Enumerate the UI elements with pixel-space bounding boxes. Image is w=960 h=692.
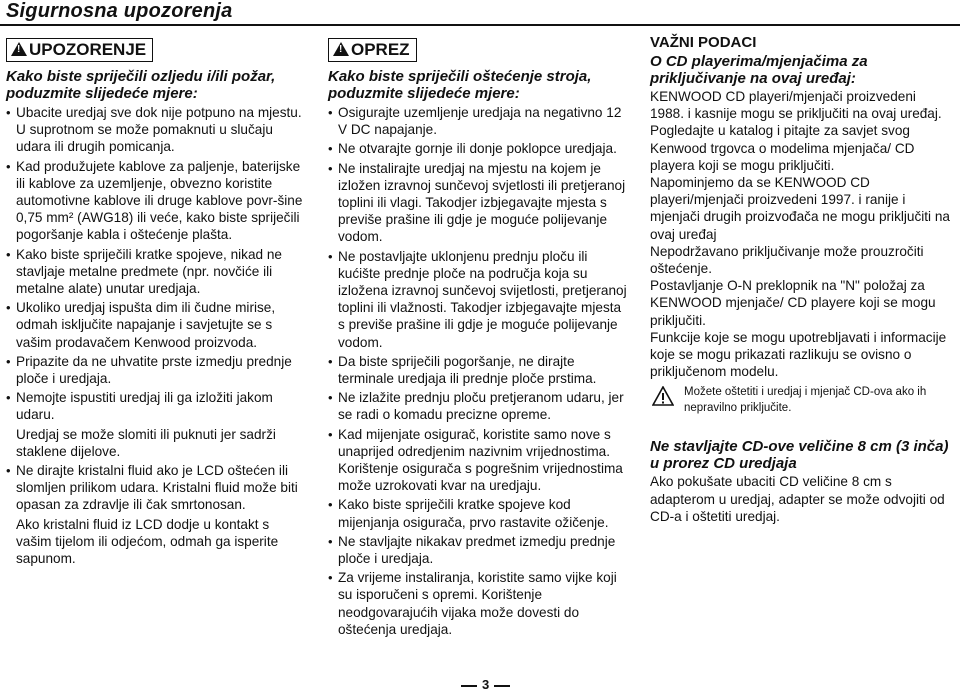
info-paragraph: Pogledajte u katalog i pitajte za savjet svog Kenwood trgovca o modelima mjenjača/ CD playera koji se mogu priključiti. — [650, 123, 915, 173]
info-paragraph: Nepodržavano priključivanje može prouzročiti oštećenje. — [650, 243, 924, 277]
list-item: • Ne otvarajte gornje ili donje poklopce uredjaja. — [328, 140, 628, 157]
list-item: • Kako biste spriječili kratke spojeve kod mijenjanja osigurača, prvo rastavite ožičenje. — [328, 496, 628, 530]
warning-triangle-icon: ! — [333, 42, 349, 56]
list-item: • Ukoliko uredjaj ispušta dim ili čudne mirise, odmah isključite napajanje i savjetujte se s vašim prodavačem Kenwood proizvoda. — [6, 299, 306, 351]
list-item: • Kad produžujete kablove za paljenje, baterijske ili kablove za uzemljenje, obvezno koristite automotivne kablove ili druge kablove povr-šine 0,75 mm² (AWG18) ili veće, kako biste spriječili pogoršanje kabla i oštećenje plašta. — [6, 158, 306, 244]
caution-note-text: Možete oštetiti i uredjaj i mjenjač CD-ova ako ih nepravilno priključite. — [684, 386, 927, 415]
info-paragraph: Ako pokušate ubaciti CD veličine 8 cm s adapterom u uredjaj, adapter se može odvojiti od CD-a i oštetiti uredjaj. — [650, 474, 945, 524]
list-item: • Ne postavljajte uklonjenu prednju ploču ili kućište prednje ploče na područja koja su izložena izravnoj sunčevoj svijetlosti, pretjeranoj toplini ili vlažnosti. Takodjer izbjegavajte mjesta s previše prašine ili gdje je moguće polijevanje vodom. — [328, 248, 628, 351]
warning-triangle-icon: ! — [11, 42, 27, 56]
list-item: • Kako biste spriječili kratke spojeve, nikad ne stavljaje metalne predmete (npr. novčiće ili metalne alate) unutar uredjaja. — [6, 246, 306, 298]
list-item: • Ne dirajte kristalni fluid ako je LCD oštećen ili slomljen prilikom udara. Kristalni fluid može biti opasan za zdravlje ili čak smrtonosan. — [6, 462, 306, 514]
list-item: • Ubacite uredjaj sve dok nije potpuno na mjestu. U suprotnom se može pomaknuti u slučaju udara ili drugih pomicanja. — [6, 104, 306, 156]
warning-list — [6, 104, 306, 424]
list-item: • Kad mijenjate osigurač, koristite samo nove s unaprijed odredjenim nazivnim vrijednostima. Korištenje osigurača s pogrešnim vrijednostima može uzrokovati kvar na uredjaju. — [328, 426, 628, 495]
list-item: • Ne stavljajte nikakav predmet izmedju prednje ploče i uredjaja. — [328, 533, 628, 567]
page-number-dash — [461, 685, 477, 687]
list-item: • Da biste spriječili pogoršanje, ne dirajte terminale uredjaja ili prednje ploče prstima. — [328, 353, 628, 387]
info-heading: VAŽNI PODACI — [650, 34, 757, 51]
list-item: • Pripazite da ne uhvatite prste izmedju prednje ploče i uredjaja. — [6, 353, 306, 387]
caution-heading-box — [328, 38, 417, 62]
warning-intro: Kako biste spriječili ozljedu i/ili požar, poduzmite slijedeće mjere: — [6, 68, 276, 102]
page-title: Sigurnosna upozorenja — [6, 0, 233, 22]
list-item: • Osigurajte uzemljenje uredjaja na negativno 12 V DC napajanje. — [328, 104, 628, 138]
caution-list — [328, 104, 628, 638]
page-number-dash — [494, 685, 510, 687]
page-number — [456, 677, 515, 692]
info-column — [650, 34, 950, 525]
info-paragraph: Postavljanje O-N preklopnik na "N" položaj za KENWOOD mjenjače/ CD playere koji se mogu priključiti. — [650, 278, 936, 328]
list-item: • Ne izlažite prednju ploču pretjeranom udaru, jer se radi o komadu precizne opreme. — [328, 389, 628, 423]
list-item: • Nemojte ispustiti uredjaj ili ga izložiti jakom udaru. — [6, 389, 306, 423]
list-item: • Za vrijeme instaliranja, koristite samo vijke koji su isporučeni s opremi. Korištenje neodgovarajućih vijaka može dovesti do oštećenja uredjaja. — [328, 569, 628, 638]
cd-changer-subheading: O CD playerima/mjenjačima za priključivanje na ovaj uređaj: — [650, 53, 868, 87]
caution-column — [328, 36, 628, 640]
header-divider — [0, 24, 960, 26]
info-paragraph: Funkcije koje se mogu upotrebljavati i informacije koje se mogu prikazati razlikuju se ovisno o priključenom modelu. — [650, 329, 947, 380]
list-continuation: Ako kristalni fluid iz LCD dodje u kontakt s vašim tijelom ili odjećom, odmah ga isperite sapunom. — [16, 516, 279, 567]
warning-heading-box — [6, 38, 153, 62]
list-item: • Ne instalirajte uredjaj na mjestu na kojem je izložen izravnoj sunčevoj svjetlosti ili pretjeranoj toplini ili vlagi. Takodjer izbjegavajte mjesta s previše prašine ili gdje je moguće polijevanje vodom. — [328, 160, 628, 246]
list-continuation: Uredjaj se može slomiti ili puknuti jer sadrži staklene dijelove. — [16, 426, 276, 459]
cd-size-subheading: Ne stavljajte CD-ove veličine 8 cm (3 inča) u prorez CD uredjaja — [650, 438, 949, 473]
warning-column — [6, 36, 306, 569]
info-paragraph: Napominjemo da se KENWOOD CD playeri/mjenjači proizvedeni 1997. i ranije i mjenjači drugih proizvođača ne mogu priključiti na ovaj uređaj — [650, 175, 950, 242]
page-number-text: 3 — [482, 677, 490, 692]
caution-note — [650, 384, 950, 416]
warning-list-2 — [6, 462, 306, 514]
info-paragraph: KENWOOD CD playeri/mjenjači proizvedeni 1988. i kasnije mogu se priključiti na ovaj uređaj. — [650, 89, 942, 122]
caution-intro: Kako biste spriječili oštećenje stroja, poduzmite slijedeće mjere: — [328, 68, 592, 102]
page-header — [0, 0, 960, 24]
caution-triangle-icon — [652, 386, 674, 406]
caution-heading: OPREZ — [351, 40, 410, 59]
warning-heading: UPOZORENJE — [29, 40, 147, 59]
